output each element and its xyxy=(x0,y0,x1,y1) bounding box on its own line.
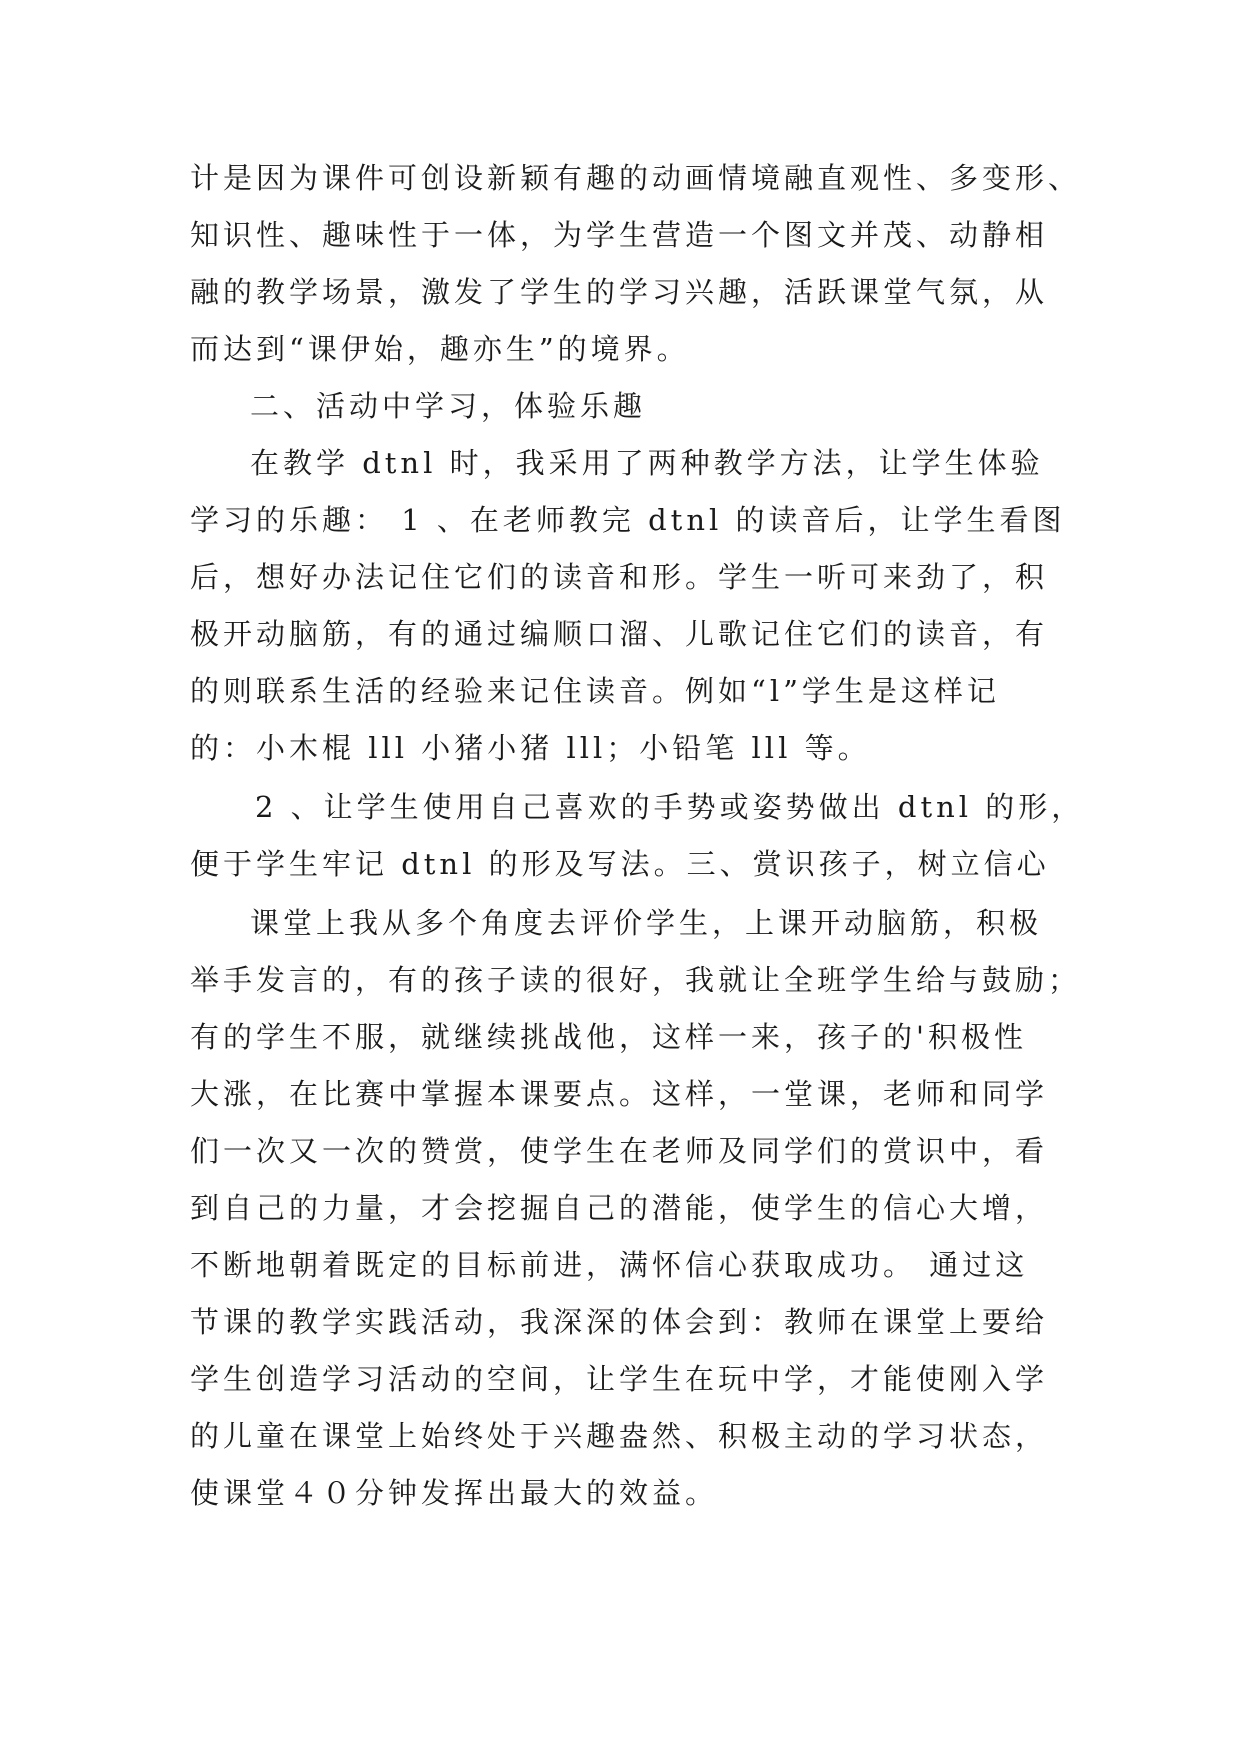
text-line: 节课的教学实践活动，我深深的体会到：教师在课堂上要给 xyxy=(190,1305,1049,1339)
text-line: 有的学生不服，就继续挑战他，这样一来，孩子的'积极性 xyxy=(190,1020,1027,1054)
text-line: 知识性、趣味性于一体，为学生营造一个图文并茂、动静相 xyxy=(190,218,1049,252)
text-line: 课堂上我从多个角度去评价学生，上课开动脑筋，积极 xyxy=(250,906,1043,940)
text-line: 融的教学场景，激发了学生的学习兴趣，活跃课堂气氛，从 xyxy=(190,275,1049,309)
text-line: 的儿童在课堂上始终处于兴趣盎然、积极主动的学习状态， xyxy=(190,1419,1049,1453)
text-line: 不断地朝着既定的目标前进，满怀信心获取成功。 通过这 xyxy=(190,1248,1029,1282)
section-heading: 二、活动中学习，体验乐趣 xyxy=(250,389,647,423)
text-line: 的：小木棍 lll 小猪小猪 lll；小铅笔 lll 等。 xyxy=(190,731,871,765)
text-line: 便于学生牢记 dtnl 的形及写法。三、赏识孩子，树立信心 xyxy=(190,847,1050,881)
text-line: 后，想好办法记住它们的读音和形。学生一听可来劲了，积 xyxy=(190,560,1049,594)
text-line: 举手发言的，有的孩子读的很好，我就让全班学生给与鼓励； xyxy=(190,963,1082,997)
text-line: 而达到“课伊始，趣亦生”的境界。 xyxy=(190,332,690,366)
text-line: 的则联系生活的经验来记住读音。例如“l”学生是这样记 xyxy=(190,674,1000,708)
text-line: 大涨，在比赛中掌握本课要点。这样，一堂课，老师和同学 xyxy=(190,1077,1049,1111)
text-line: 学习的乐趣： 1 、在老师教完 dtnl 的读音后，让学生看图 xyxy=(190,503,1066,537)
text-line: 们一次又一次的赞赏，使学生在老师及同学们的赏识中，看 xyxy=(190,1134,1049,1168)
text-line: 2 、让学生使用自己喜欢的手势或姿势做出 dtnl 的形， xyxy=(255,790,1085,824)
text-line: 在教学 dtnl 时，我采用了两种教学方法，让学生体验 xyxy=(250,446,1044,480)
text-line: 极开动脑筋，有的通过编顺口溜、儿歌记住它们的读音，有 xyxy=(190,617,1049,651)
text-line: 到自己的力量，才会挖掘自己的潜能，使学生的信心大增， xyxy=(190,1191,1049,1225)
text-line: 学生创造学习活动的空间，让学生在玩中学，才能使刚入学 xyxy=(190,1362,1049,1396)
text-line: 计是因为课件可创设新颖有趣的动画情境融直观性、多变形、 xyxy=(190,161,1082,195)
text-line: 使课堂４０分钟发挥出最大的效益。 xyxy=(190,1476,719,1510)
